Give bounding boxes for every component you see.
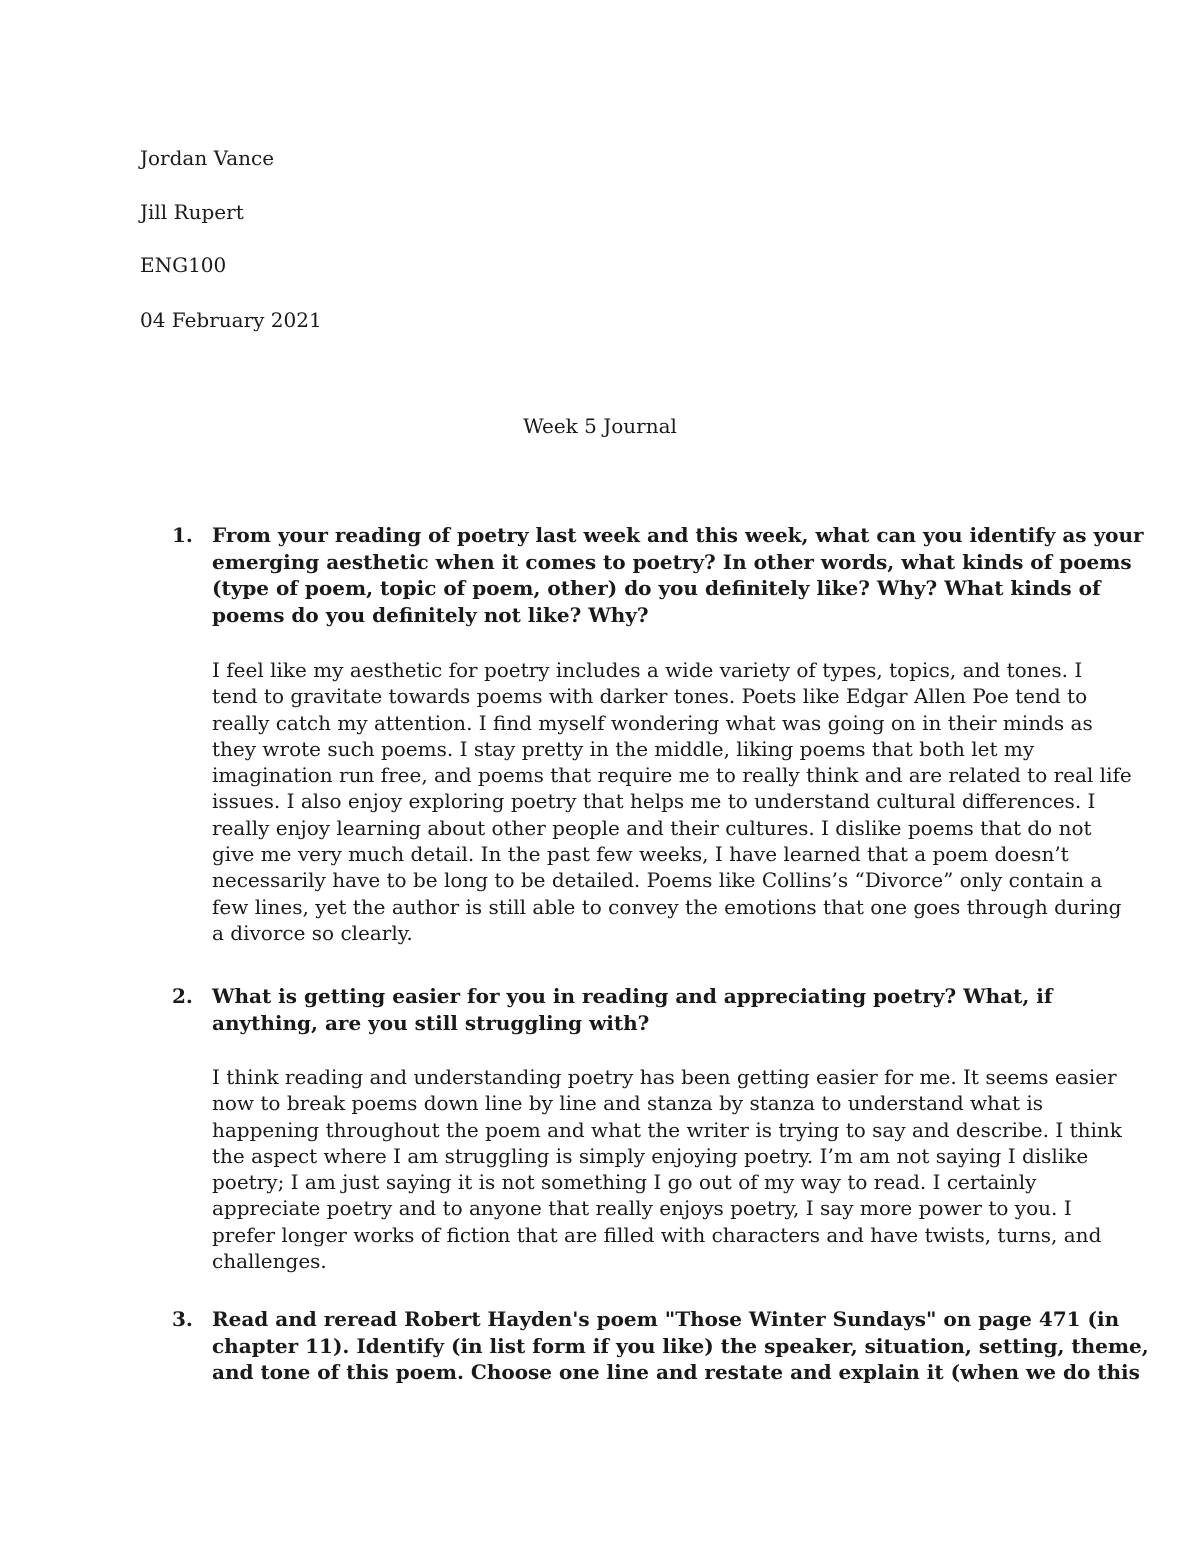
question-number: 3. [172,1307,193,1331]
answer-line: tend to gravitate towards poems with darker tones. Poets like Edgar Allen Poe tend to [212,684,1088,709]
question-text [212,983,1072,1036]
question-text [212,1306,1149,1386]
answer-line: I think reading and understanding poetry has been getting easier for me. It seems easier [212,1065,1117,1089]
answer-line: happening throughout the poem and what the writer is trying to say and describe. I think [212,1117,1122,1142]
answer-line: prefer longer works of fiction that are filled with characters and have twists, turns, and [212,1222,1102,1247]
answer-line: poetry; I am just saying it is not something I go out of my way to read. I certainly [212,1170,1037,1195]
question-line: (type of poem, topic of poem, other) do you definitely like? Why? What kinds of [212,576,1101,600]
answer-line: issues. I also enjoy exploring poetry that helps me to understand cultural differences. I [212,789,1096,814]
answer-line: now to break poems down line by line and stanza by stanza to understand what is [212,1091,1044,1116]
answer-line: they wrote such poems. I stay pretty in the middle, liking poems that both let my [212,736,1035,761]
answer-line: really catch my attention. I find myself wondering what was going on in their minds as [212,710,1093,735]
question-number: 1. [172,523,193,547]
question-line: chapter 11). Identify (in list form if you like) the speaker, situation, setting, theme, [212,1333,1149,1358]
question-text [212,522,1144,628]
answer-line: really enjoy learning about other people and their cultures. I dislike poems that do not [212,815,1092,840]
answer-line: imagination run free, and poems that require me to really think and are related to real life [212,763,1132,788]
question-line: and tone of this poem. Choose one line and restate and explain it (when we do this [212,1360,1140,1384]
question-line: From your reading of poetry last week and this week, what can you identify as your [212,523,1144,547]
answer-line: appreciate poetry and to anyone that really enjoys poetry, I say more power to you. I [212,1196,1072,1221]
student-name: Jordan Vance [140,146,275,170]
question-line: Read and reread Robert Hayden's poem "Those Winter Sundays" on page 471 (in [212,1307,1120,1331]
question-line: poems do you definitely not like? Why? [212,602,649,627]
submission-date: 04 February 2021 [140,308,322,332]
answer-line: the aspect where I am struggling is simply enjoying poetry. I’m am not saying I dislike [212,1143,1089,1168]
answer-text [212,657,1132,946]
answer-line: a divorce so clearly. [212,920,413,945]
instructor-name: Jill Rupert [140,200,244,224]
answer-line: necessarily have to be long to be detailed. Poems like Collins’s “Divorce” only contain a [212,868,1103,893]
answer-line: challenges. [212,1249,327,1274]
answer-text [212,1064,1122,1274]
answer-line: I feel like my aesthetic for poetry includes a wide variety of types, topics, and tones. I [212,658,1083,682]
course-code: ENG100 [140,253,227,277]
question-line: emerging aesthetic when it comes to poetry? In other words, what kinds of poems [212,549,1132,574]
question-line: anything, are you still struggling with? [212,1010,650,1035]
answer-line: few lines, yet the author is still able to convey the emotions that one goes through during [212,894,1122,919]
answer-line: give me very much detail. In the past few weeks, I have learned that a poem doesn’t [212,842,1069,867]
document-title: Week 5 Journal [523,414,677,438]
question-line: What is getting easier for you in reading and appreciating poetry? What, if [212,984,1053,1008]
question-number: 2. [172,984,193,1008]
